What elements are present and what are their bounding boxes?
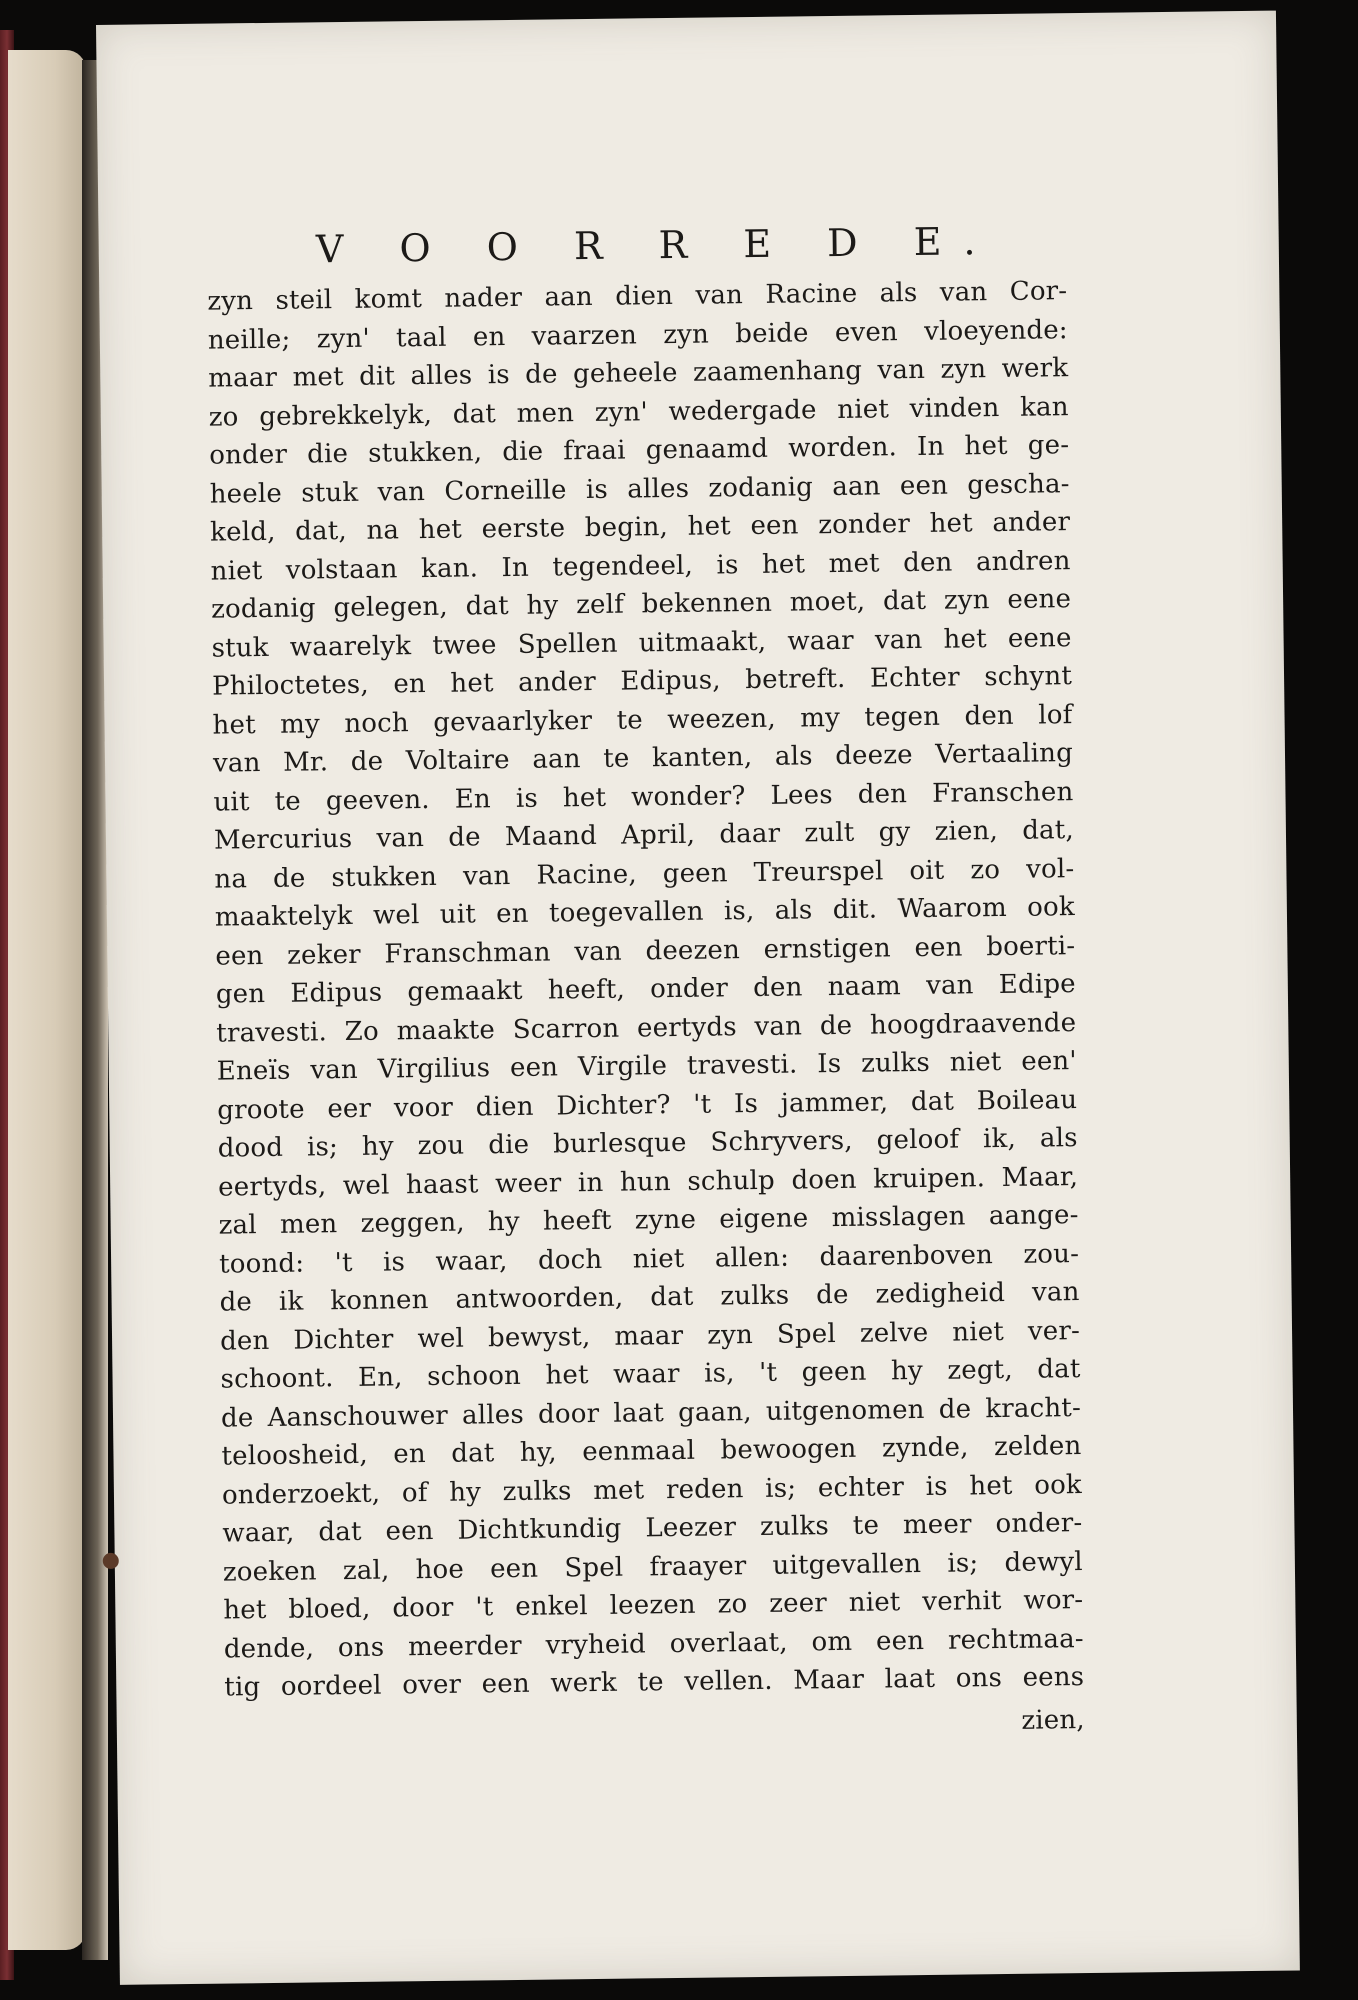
catchword: zien, bbox=[1021, 1704, 1085, 1736]
text-line: dende, ons meerder vryheid overlaat, om een rechtmaa- bbox=[223, 1623, 1084, 1665]
text-line: stuk waarelyk twee Spellen uitmaakt, waar van het eene bbox=[211, 622, 1072, 664]
text-line: travesti. Zo maakte Scarron eertyds van de hoogdraavende bbox=[216, 1007, 1077, 1049]
text-line: de Aanschouwer alles door laat gaan, uitgenomen de kracht- bbox=[220, 1392, 1082, 1434]
text-line: keld, dat, na het eerste begin, het een zonder het ander bbox=[210, 507, 1071, 548]
text-line: Eneïs van Virgilius een Virgile travesti. Is zulks niet een' bbox=[216, 1046, 1077, 1087]
book-page bbox=[96, 11, 1300, 1985]
text-line: tig oordeel over een werk te vellen. Maar laat ons eens bbox=[224, 1662, 1085, 1703]
running-head: V O O R R E D E. bbox=[315, 219, 998, 272]
text-line: het bloed, door 't enkel leezen zo zeer niet verhit wor- bbox=[223, 1585, 1084, 1626]
text-line: Philoctetes, en het ander Edipus, betreft. Echter schynt bbox=[211, 661, 1073, 702]
text-line: maaktelyk wel uit en toegevallen is, als dit. Waarom ook bbox=[214, 892, 1076, 933]
text-line: den Dichter wel bewyst, maar zyn Spel zelve niet ver- bbox=[219, 1315, 1081, 1357]
text-line: eertyds, wel haast weer in hun schulp doen kruipen. Maar, bbox=[218, 1161, 1079, 1203]
text-line: neille; zyn' taal en vaarzen zyn beide even vloeyende: bbox=[207, 314, 1068, 356]
text-line: zodanig gelegen, dat hy zelf bekennen moet, dat zyn eene bbox=[210, 584, 1072, 625]
text-line: een zeker Franschman van deezen ernstigen een boerti- bbox=[215, 930, 1076, 972]
text-line: maar met dit alles is de geheele zaamenhang van zyn werk bbox=[208, 353, 1069, 394]
text-line: na de stukken van Racine, geen Treurspel oit zo vol- bbox=[214, 853, 1075, 895]
text-line: toond: 't is waar, doch niet allen: daarenboven zou- bbox=[218, 1238, 1080, 1280]
text-line: zyn steil komt nader aan dien van Racine als van Cor- bbox=[207, 276, 1068, 317]
text-line: onder die stukken, die fraai genaamd worden. In het ge- bbox=[209, 430, 1070, 471]
text-line: de ik konnen antwoorden, dat zulks de zedigheid van bbox=[219, 1277, 1080, 1318]
text-line: schoont. En, schoon het waar is, 't geen hy zegt, dat bbox=[220, 1354, 1081, 1395]
body-text bbox=[207, 272, 1084, 1707]
text-block bbox=[206, 218, 1085, 1749]
text-line: uit te geeven. En is het wonder? Lees den Franschen bbox=[213, 776, 1074, 818]
text-line: van Mr. de Voltaire aan te kanten, als deeze Vertaaling bbox=[212, 738, 1074, 779]
text-line: teloosheid, en dat hy, eenmaal bewoogen zynde, zelden bbox=[221, 1431, 1082, 1472]
text-line: onderzoekt, of hy zulks met reden is; echter is het ook bbox=[221, 1469, 1083, 1511]
text-line: zoeken zal, hoe een Spel fraayer uitgevallen is; dewyl bbox=[222, 1546, 1084, 1588]
text-line: gen Edipus gemaakt heeft, onder den naam van Edipe bbox=[215, 969, 1076, 1010]
text-line: zal men zeggen, hy heeft zyne eigene misslagen aange- bbox=[218, 1200, 1079, 1241]
text-line: heele stuk van Corneille is alles zodanig aan een gescha- bbox=[209, 468, 1070, 510]
page-stain bbox=[103, 1553, 119, 1569]
text-line: zo gebrekkelyk, dat men zyn' wedergade niet vinden kan bbox=[208, 391, 1069, 433]
text-line: groote eer voor dien Dichter? 't Is jammer, dat Boileau bbox=[217, 1084, 1078, 1126]
text-line: niet volstaan kan. In tegendeel, is het met den andren bbox=[210, 545, 1071, 587]
text-line: het my noch gevaarlyker te weezen, my tegen den lof bbox=[212, 699, 1073, 741]
text-line: waar, dat een Dichtkundig Leezer zulks te meer onder- bbox=[222, 1508, 1083, 1549]
facing-page-edge bbox=[8, 50, 86, 1950]
text-line: dood is; hy zou die burlesque Schryvers, geloof ik, als bbox=[217, 1123, 1078, 1164]
text-line: Mercurius van de Maand April, daar zult gy zien, dat, bbox=[213, 815, 1075, 856]
